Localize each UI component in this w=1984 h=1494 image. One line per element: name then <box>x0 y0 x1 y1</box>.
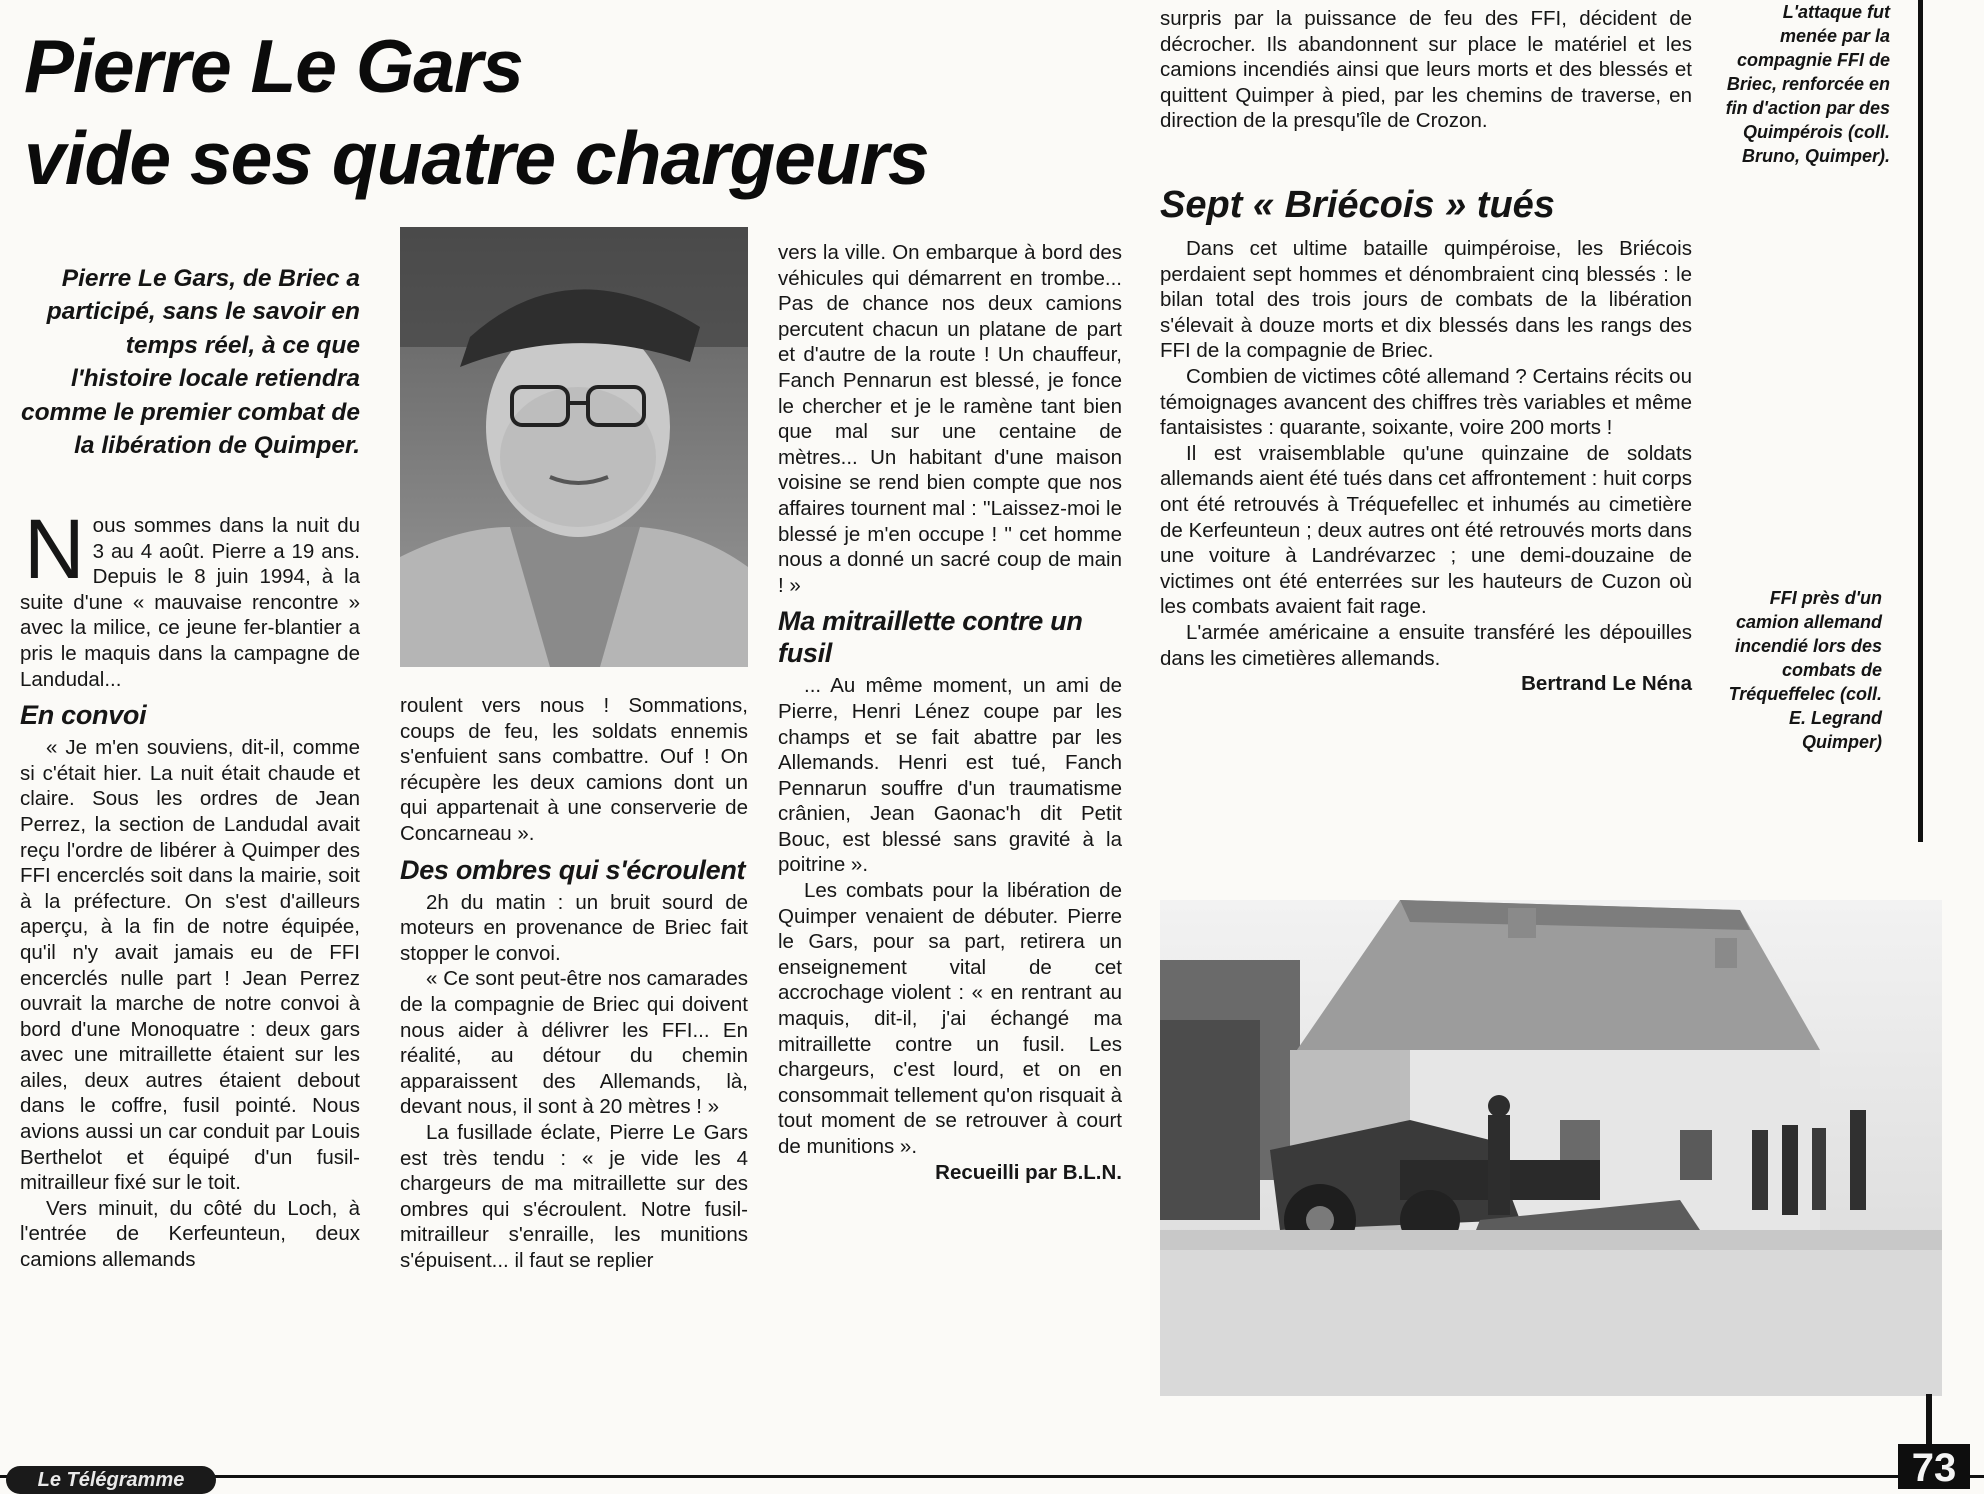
footer-rule <box>0 1475 1984 1478</box>
paragraph: surpris par la puissance de feu des FFI, décident de décrocher. Ils abandonnent sur place le matériel et les camions incendiés ainsi que leurs morts et des blessés et quittent Quimper à pied, par les chemins de traverse, en direction de la presqu'île de Crozon. <box>1160 7 1692 133</box>
column-4 <box>1160 236 1692 697</box>
portrait-photo <box>400 227 748 667</box>
article-lede: Pierre Le Gars, de Briec a participé, sans le savoir en temps réel, à ce que l'histoire locale retiendra comme le premier combat de la libération de Quimper. <box>20 265 360 460</box>
subheading-en-convoi: En convoi <box>20 700 147 731</box>
caption-bottom: FFI près d'un camion allemand incendié lors des combats de Tréqueffelec (coll. E. Legrand Quimper) <box>1728 588 1882 752</box>
column-2 <box>400 693 748 1273</box>
paragraph: Dans cet ultime bataille quimpéroise, les Briécois perdaient sept hommes et dénombraient cinq blessés : le bilan total des trois jours de combats de la libération s'élevait à douze morts et dix blessés dans les rangs des FFI de la compagnie de Briec. <box>1160 237 1692 363</box>
column-divider <box>1918 0 1923 842</box>
paragraph: Vers minuit, du côté du Loch, à l'entrée de Kerfeunteun, deux camions allemands <box>20 1196 360 1272</box>
article-title-line2: vide ses quatre chargeurs <box>24 116 929 200</box>
page-number-bar <box>1926 1394 1932 1446</box>
paragraph <box>20 502 360 692</box>
column-1 <box>20 502 360 1273</box>
subheading-ma-mitraillette: Ma mitraillette contre un fusil <box>778 606 1083 669</box>
paragraph: vers la ville. On embarque à bord des véhicules qui démarrent en trombe... Pas de chance nos deux camions percutent chacun un platane de part et d'autre de la route ! Un chauffeur, Fanch Pennarun est blessé, je fonce le chercher et je le ramène tant bien que mal sur une centaine de mètres... Un habitant d'une maison voisine se rend bien compte que nos affaires tournent mal : ''Laissez-moi le blessé je m'en occupe ! '' cet homme nous a donné un sacré coup de main ! » <box>778 241 1122 597</box>
article-title <box>24 20 1144 204</box>
byline-author: Bertrand Le Néna <box>1521 672 1692 696</box>
paragraph: 2h du matin : un bruit sourd de moteurs en provenance de Briec fait stopper le convoi. <box>400 890 748 965</box>
caption-top: L'attaque fut menée par la compagnie FFI de Briec, renforcée en fin d'action par des Quimpérois (coll. Bruno, Quimper). <box>1725 2 1890 166</box>
paragraph: Combien de victimes côté allemand ? Certains récits ou témoignages avancent des chiffres très variables et même fantaisistes : quarante, soixante, voire 200 morts ! <box>1160 364 1692 440</box>
publication-badge: Le Télégramme <box>6 1466 216 1494</box>
farmhouse-image <box>1160 900 1942 1396</box>
paragraph: « Je m'en souviens, dit-il, comme si c'était hier. La nuit était chaude et claire. Sous les ordres de Jean Perrez, la section de Landudal avait reçu l'ordre de libérer à Quimper des FFI encerclés soit dans la mairie, soit à la préfecture. On s'est d'ailleurs aperçu, à la fin de notre équipée, qu'il n'y avait jamais eu de FFI encerclés nulle part ! Jean Perrez ouvrait la marche de notre convoi à bord d'une Monoquatre : deux gars avec une mitraillette étaient sur les ailes, deux autres étaient debout dans le coffre, fusil pointé. Nous avions aussi un car conduit par Louis Berthelot et équipé d'un fusil-mitrailleur fixé sur le toit. <box>20 736 360 1195</box>
paragraph: L'armée américaine a ensuite transféré les dépouilles dans les cimetières allemands. <box>1160 620 1692 670</box>
portrait-image <box>400 227 748 667</box>
subheading-des-ombres: Des ombres qui s'écroulent <box>400 854 746 885</box>
paragraph: ... Au même moment, un ami de Pierre, Henri Lénez coupe par les champs et se fait abattre par les Allemands. Henri est tué, Fanch Pennarun souffre d'un traumatisme crânien, Jean Gaonac'h dit Petit Bouc, est blessé sans gravité à la poitrine ». <box>778 674 1122 877</box>
column-4-top <box>1160 6 1692 134</box>
paragraph: Les combats pour la libération de Quimper venaient de débuter. Pierre le Gars, pour sa part, retirera un enseignement vital de cet accrochage violent : « en rentrant au maquis, dit-il, j'ai échangé ma mitraillette contre un fusil. Les chargeurs, c'est lourd, et on en consommait tellement qu'on risquait à tout moment de se retrouver à court de munitions ». <box>778 879 1122 1158</box>
byline-recueilli: Recueilli par B.L.N. <box>935 1160 1122 1184</box>
page-number: 73 <box>1898 1444 1970 1489</box>
paragraph: « Ce sont peut-être nos camarades de la compagnie de Briec qui doivent nous aider à délivrer les FFI... En réalité, au détour du chemin apparaissent des Allemands, là, devant nous, il sont à 20 mètres ! » <box>400 967 748 1119</box>
paragraph: La fusillade éclate, Pierre Le Gars est très tendu : « je vide les 4 chargeurs de ma mitraillette sur des ombres qui s'écroulent. Notre fusil-mitrailleur s'enraille, les munitions s'épuisent... il faut se replier <box>400 1120 748 1272</box>
paragraph-text: ous sommes dans la nuit du 3 au 4 août. Pierre a 19 ans. Depuis le 8 juin 1994, à la suite d'une « mauvaise rencontre » avec la milice, ce jeune fer-blantier a pris le maquis dans la campagne de Landudal... <box>20 514 360 691</box>
farmhouse-photo <box>1160 900 1942 1396</box>
article-title-line1: Pierre Le Gars <box>24 24 523 108</box>
drop-cap: N <box>24 502 85 596</box>
paragraph: Il est vraisemblable qu'une quinzaine de soldats allemands aient été tués dans cet affrontement : huit corps ont été retrouvés à Tréquefellec et inhumés au cimetière de Kerfeunteun ; deux autres ont été retrouvés morts dans une voiture à Landrévarzec ; une demi-douzaine de victimes ont été enterrées sur les hauteurs de Cuzon où les combats avaient fait rage. <box>1160 441 1692 619</box>
subheading-sept-briecois: Sept « Briécois » tués <box>1160 184 1555 226</box>
column-3 <box>778 240 1122 1185</box>
paragraph: roulent vers nous ! Sommations, coups de feu, les soldats ennemis s'enfuient sans combattre. Ouf ! On récupère les deux camions dont un qui appartenait à une conserverie de Concarneau ». <box>400 694 748 845</box>
